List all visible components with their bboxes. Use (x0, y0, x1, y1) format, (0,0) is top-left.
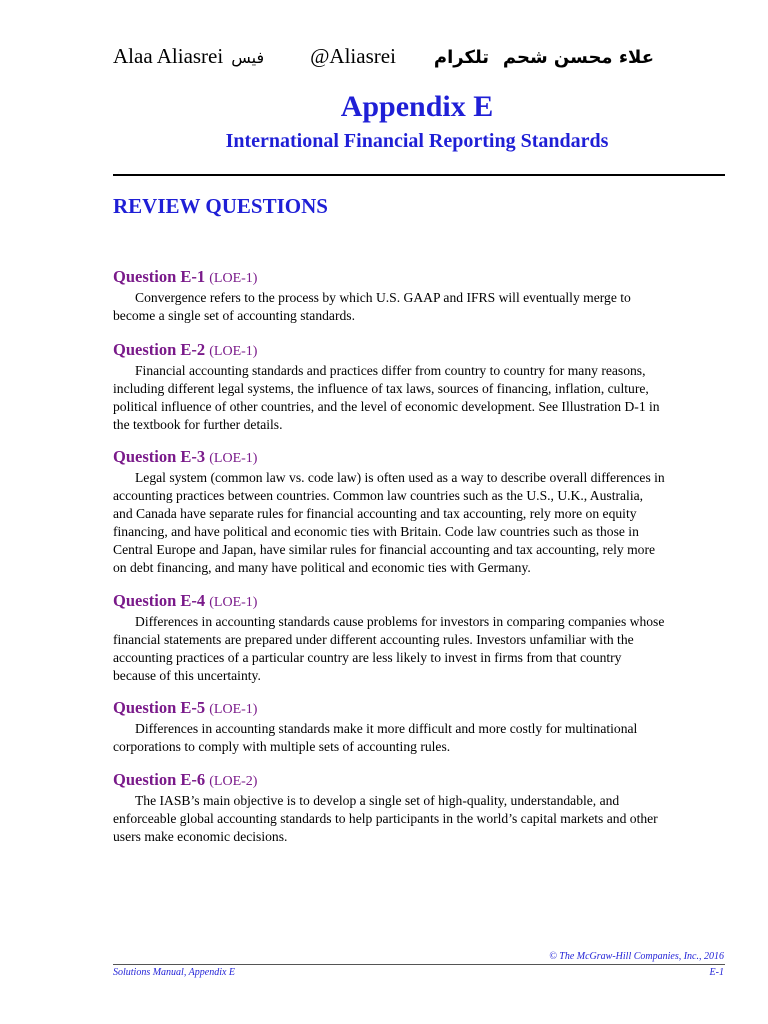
question-loe: (LOE-1) (209, 451, 258, 466)
facebook-label: فيس (231, 48, 265, 67)
answer-line: including different legal systems, the influence of tax laws, sources of financing, inflation, culture, (113, 381, 649, 396)
question-loe: (LOE-1) (209, 702, 258, 717)
footer-page-number: E-1 (709, 967, 724, 978)
page-title: Appendix E (340, 90, 494, 123)
question-heading (113, 698, 727, 720)
question-answer (113, 613, 727, 685)
answer-line: the textbook for further details. (113, 417, 283, 432)
answer-line: and Canada have separate rules for financial accounting and tax accounting, rely more on equity (113, 506, 637, 521)
footer-copyright: © The McGraw-Hill Companies, Inc., 2016 (549, 951, 724, 962)
question-e4 (113, 591, 727, 685)
question-e5 (113, 698, 727, 756)
question-loe: (LOE-1) (209, 271, 258, 286)
answer-line: political influence of other countries, and the level of economic development. See Illustration D-1 in (113, 399, 660, 414)
question-answer (113, 720, 727, 756)
page-subtitle: International Financial Reporting Standards (225, 130, 609, 152)
answer-line: on debt financing, and many have political and economic ties with Germany. (113, 560, 531, 575)
question-label: Question E-5 (113, 698, 206, 717)
question-e6 (113, 770, 727, 846)
answer-line: financing, and have political and economic ties with Britain. Code law countries such as those in (113, 524, 639, 539)
question-heading (113, 770, 727, 792)
answer-line: Differences in accounting standards make it more difficult and more costly for multinational (135, 721, 638, 736)
question-label: Question E-3 (113, 447, 206, 466)
answer-line: users make economic decisions. (113, 829, 288, 844)
question-label: Question E-6 (113, 770, 206, 789)
answer-line: The IASB’s main objective is to develop a single set of high-quality, understandable, and (135, 793, 620, 808)
answer-line: enforceable global accounting standards to help participants in the world’s capital markets and other (113, 811, 658, 826)
question-answer (113, 362, 727, 434)
author-line (113, 44, 654, 78)
question-answer (113, 469, 727, 577)
question-e2 (113, 340, 727, 434)
answer-line: corporations to comply with multiple sets of accounting rules. (113, 739, 451, 754)
question-heading (113, 267, 727, 289)
author-handle: @Aliasrei (310, 44, 396, 68)
question-loe: (LOE-2) (209, 774, 258, 789)
question-e1 (113, 267, 727, 325)
question-loe: (LOE-1) (209, 344, 258, 359)
question-label: Question E-1 (113, 267, 206, 286)
question-heading (113, 591, 727, 613)
question-heading (113, 447, 727, 469)
question-answer (113, 289, 727, 325)
section-heading: REVIEW QUESTIONS (113, 194, 328, 218)
answer-line: Convergence refers to the process by which U.S. GAAP and IFRS will eventually merge to (135, 290, 631, 305)
title-divider (113, 174, 725, 176)
answer-line: Financial accounting standards and practices differ from country to country for many reasons, (135, 363, 646, 378)
question-label: Question E-2 (113, 340, 206, 359)
author-name: Alaa Aliasrei (113, 44, 224, 68)
answer-line: Differences in accounting standards cause problems for investors in comparing companies whose (135, 614, 665, 629)
question-answer (113, 792, 727, 846)
answer-line: accounting practices between countries. Common law countries such as the U.S., U.K., Australia, (113, 488, 644, 503)
answer-line: become a single set of accounting standards. (113, 308, 355, 323)
author-arabic-name: علاء محسن شحم (502, 47, 654, 68)
answer-line: Central Europe and Japan, have similar rules for financial accounting and tax accounting, rely more (113, 542, 656, 557)
answer-line: Legal system (common law vs. code law) is often used as a way to describe overall differences in (135, 470, 665, 485)
question-label: Question E-4 (113, 591, 206, 610)
question-e3 (113, 447, 727, 577)
question-heading (113, 340, 727, 362)
answer-line: accounting practices of a particular country are less likely to invest in firms from that country (113, 650, 622, 665)
telegram-label: تلكرام (433, 47, 490, 68)
answer-line: financial statements are prepared under different accounting rules. Investors unfamiliar with the (113, 632, 634, 647)
footer-manual-title: Solutions Manual, Appendix E (113, 967, 236, 978)
footer-divider (113, 964, 725, 965)
question-loe: (LOE-1) (209, 595, 258, 610)
answer-line: because of this uncertainty. (113, 668, 261, 683)
